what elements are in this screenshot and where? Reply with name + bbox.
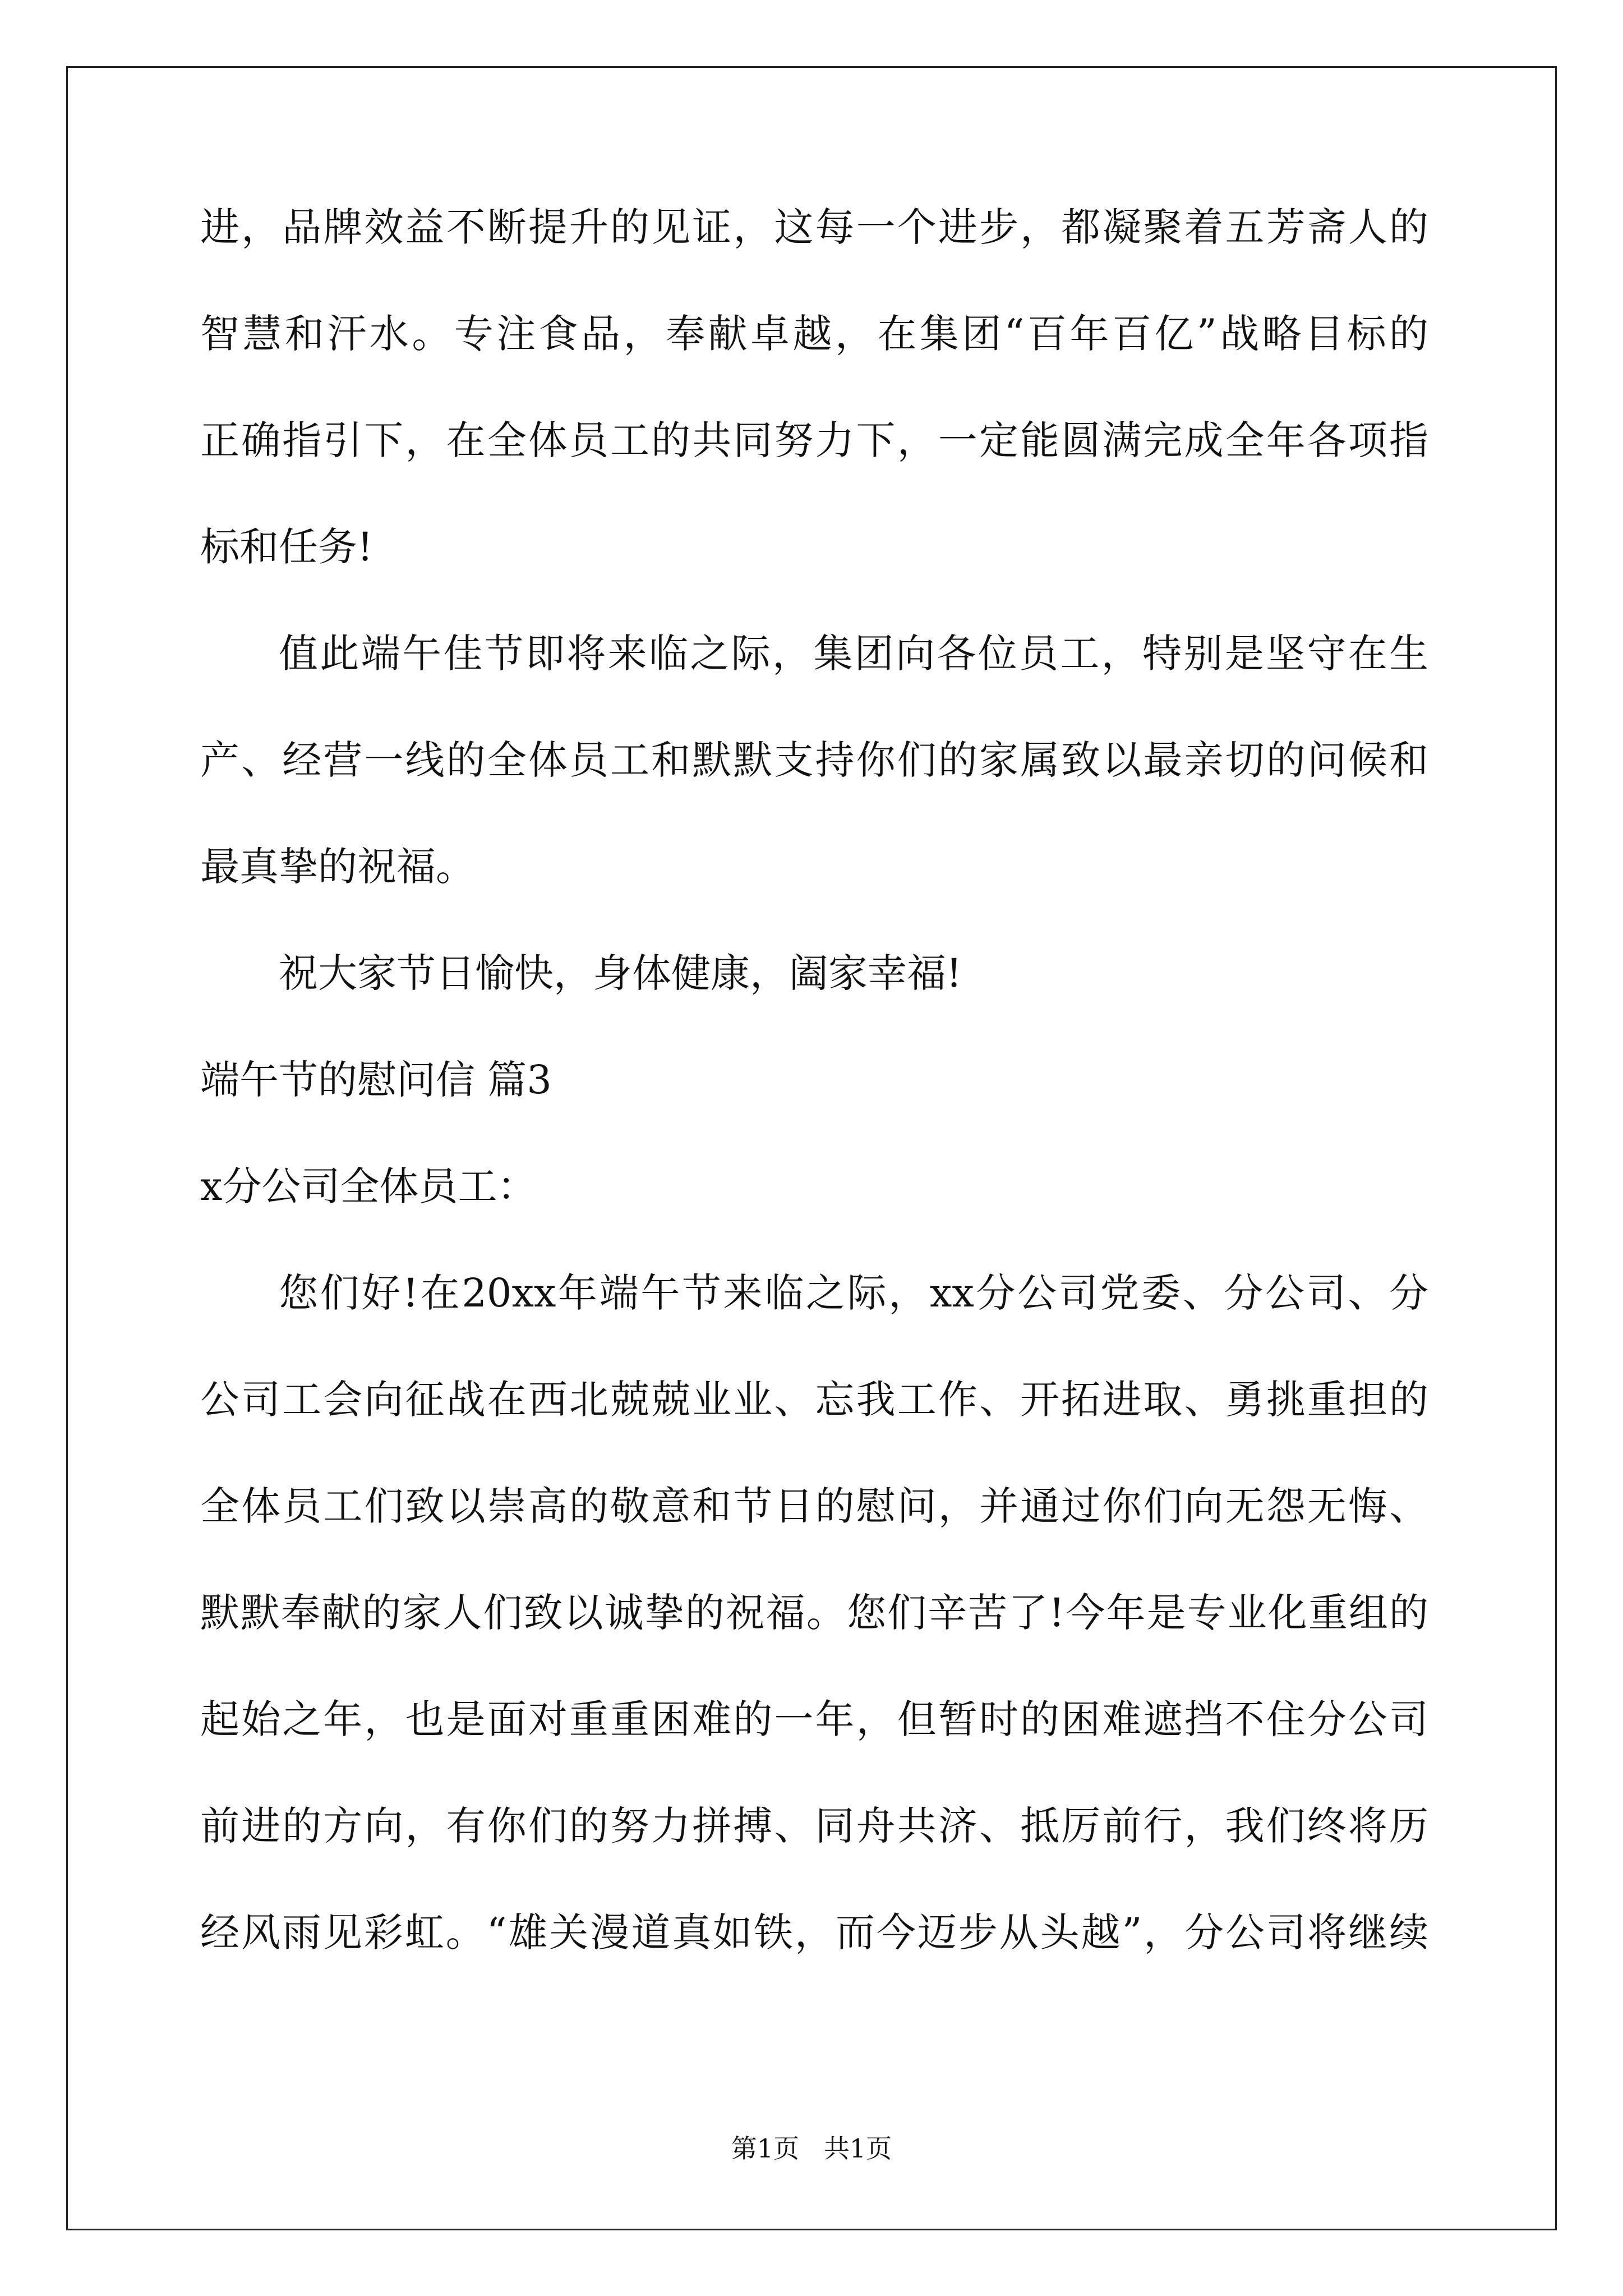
text-line: 标和任务! xyxy=(200,524,374,570)
salutation: x分公司全体员工： xyxy=(200,1163,537,1209)
text-line: 产、经营一线的全体员工和默默支持你们的家属致以最亲切的问候和 xyxy=(200,737,1428,783)
text-line: 正确指引下，在全体员工的共同努力下，一定能圆满完成全年各项指 xyxy=(200,417,1428,463)
text-line: 全体员工们致以崇高的敬意和节日的慰问，并通过你们向无怨无悔、 xyxy=(200,1483,1428,1529)
text-line: 默默奉献的家人们致以诚挚的祝福。您们辛苦了!今年是专业化重组的 xyxy=(200,1590,1428,1636)
text-line: 最真挚的祝福。 xyxy=(200,844,475,890)
section-heading: 端午节的慰问信 篇3 xyxy=(200,1057,552,1103)
text-line: 前进的方向，有你们的努力拼搏、同舟共济、抵厉前行，我们终将历 xyxy=(200,1803,1428,1849)
text-line: 进，品牌效益不断提升的见证，这每一个进步，都凝聚着五芳斋人的 xyxy=(200,204,1428,250)
page-footer: 第1页 共1页 xyxy=(731,2133,892,2164)
paragraph-first-line: 您们好!在20xx年端午节来临之际，xx分公司党委、分公司、分 xyxy=(279,1270,1428,1316)
text-line: 起始之年，也是面对重重困难的一年，但暂时的困难遮挡不住分公司 xyxy=(200,1696,1428,1742)
paragraph-first-line: 值此端午佳节即将来临之际，集团向各位员工，特别是坚守在生 xyxy=(279,631,1428,677)
text-line: 公司工会向征战在西北兢兢业业、忘我工作、开拓进取、勇挑重担的 xyxy=(200,1377,1428,1423)
page-border xyxy=(66,66,1557,2230)
text-line: 智慧和汗水。专注食品，奉献卓越，在集团“百年百亿”战略目标的 xyxy=(200,311,1428,357)
text-line: 经风雨见彩虹。“雄关漫道真如铁，而今迈步从头越”，分公司将继续 xyxy=(200,1910,1428,1955)
paragraph-first-line: 祝大家节日愉快，身体健康，阖家幸福! xyxy=(279,950,962,996)
